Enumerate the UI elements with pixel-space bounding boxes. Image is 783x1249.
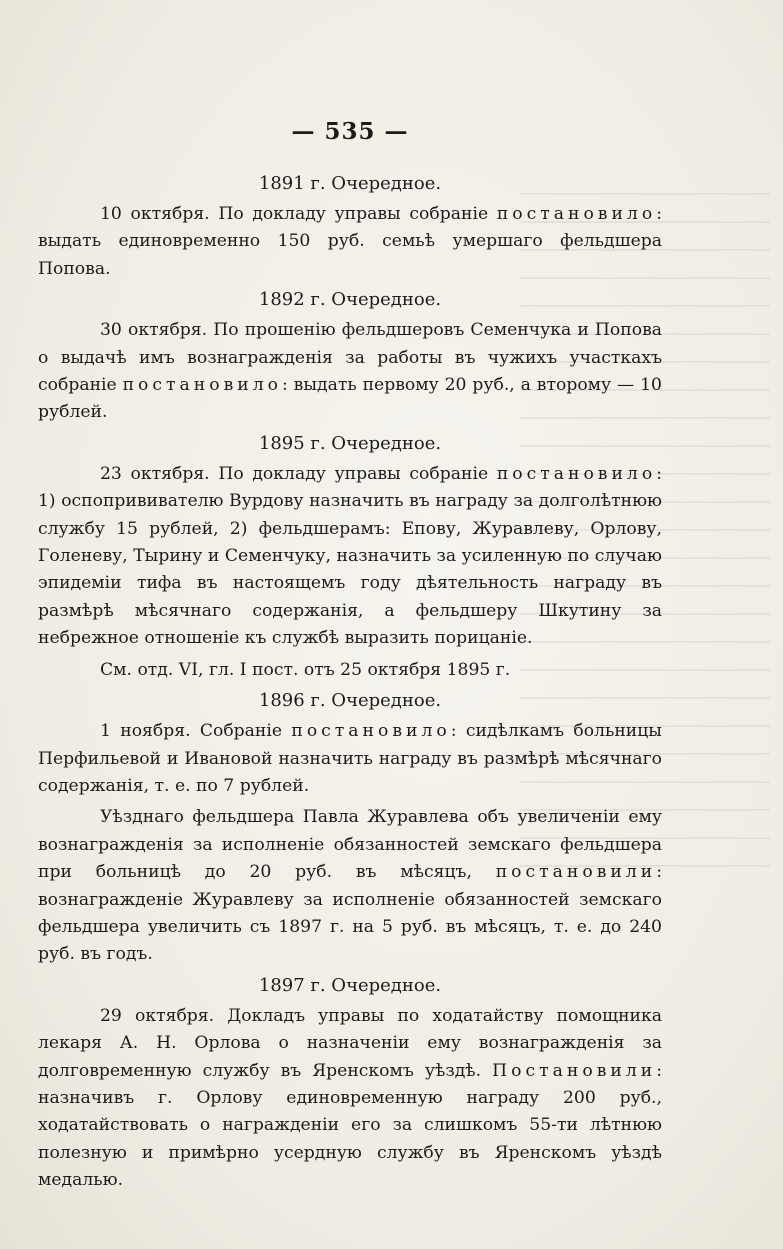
- page-number: — 535 —: [291, 118, 409, 145]
- paragraph-1891-oct-10: 10 октября. По докладу управы собраніе постановило: выдать единовременно 150 руб. семьѣ умершаго фельдшера Попова.: [38, 204, 662, 279]
- section-heading-1896: 1896 г. Очередное.: [258, 690, 442, 712]
- paragraph-1892-oct-30: 30 октября. По прошенію фельдшеровъ Семенчука и Попова о выдачѣ имъ вознагражденія за работы въ чужихъ участкахъ собраніе постановило: выдать первому 20 руб., а второму — 10 рублей.: [38, 320, 662, 423]
- paragraph-1895-reference: См. отд. VI, гл. I пост. отъ 25 октября 1895 г.: [100, 659, 511, 680]
- paragraph-1897-oct-29: 29 октября. Докладъ управы по ходатайству помощника лекаря А. Н. Орлова о назначеніи ему вознагражденія за долговременную службу въ Яренскомъ уѣздѣ. Постановили: назначивъ г. Орлову единовременную награду 200 руб., ходатайствовать о награжденіи его за слишкомъ 55-ти лѣтнюю полезную и примѣрно усердную службу въ Яренскомъ уѣздѣ медалью.: [38, 1005, 662, 1191]
- section-heading-1897: 1897 г. Очередное.: [258, 974, 442, 996]
- paragraph-1896-zhuravlev: Уѣзднаго фельдшера Павла Журавлева объ увеличеніи ему вознагражденія за исполненіе обязанностей земскаго фельдшера при больницѣ до 20 руб. въ мѣсяцъ, постановили: вознагражденіе Журавлеву за исполненіе обязанностей земскаго фельдшера увеличить съ 1897 г. на 5 руб. въ мѣсяцъ, т. е. до 240 руб. въ годъ.: [38, 807, 662, 965]
- section-heading-1891: 1891 г. Очередное.: [258, 173, 442, 194]
- paragraph-1896-nov-1: 1 ноября. Собраніе постановило: сидѣлкамъ больницы Перфильевой и Ивановой назначить награду въ размѣрѣ мѣсячнаго содержанія, т. е. по 7 рублей.: [38, 721, 662, 796]
- section-heading-1895: 1895 г. Очередное.: [258, 432, 442, 454]
- page-content: [38, 118, 662, 1199]
- paragraph-1895-oct-23: 23 октября. По докладу управы собраніе постановило: 1) оспопрививателю Вурдову назначить въ награду за долголѣтнюю службу 15 рублей, 2) фельдшерамъ: Епову, Журавлеву, Орлову, Голеневу, Тырину и Семенчуку, назначить за усиленную по случаю эпидеміи тифа въ настоящемъ году дѣятельность награду въ размѣрѣ мѣсячнаго содержанія, а фельдшеру Шкутину за небрежное отношеніе къ службѣ выразить порицаніе.: [38, 463, 662, 649]
- section-heading-1892: 1892 г. Очередное.: [258, 289, 442, 311]
